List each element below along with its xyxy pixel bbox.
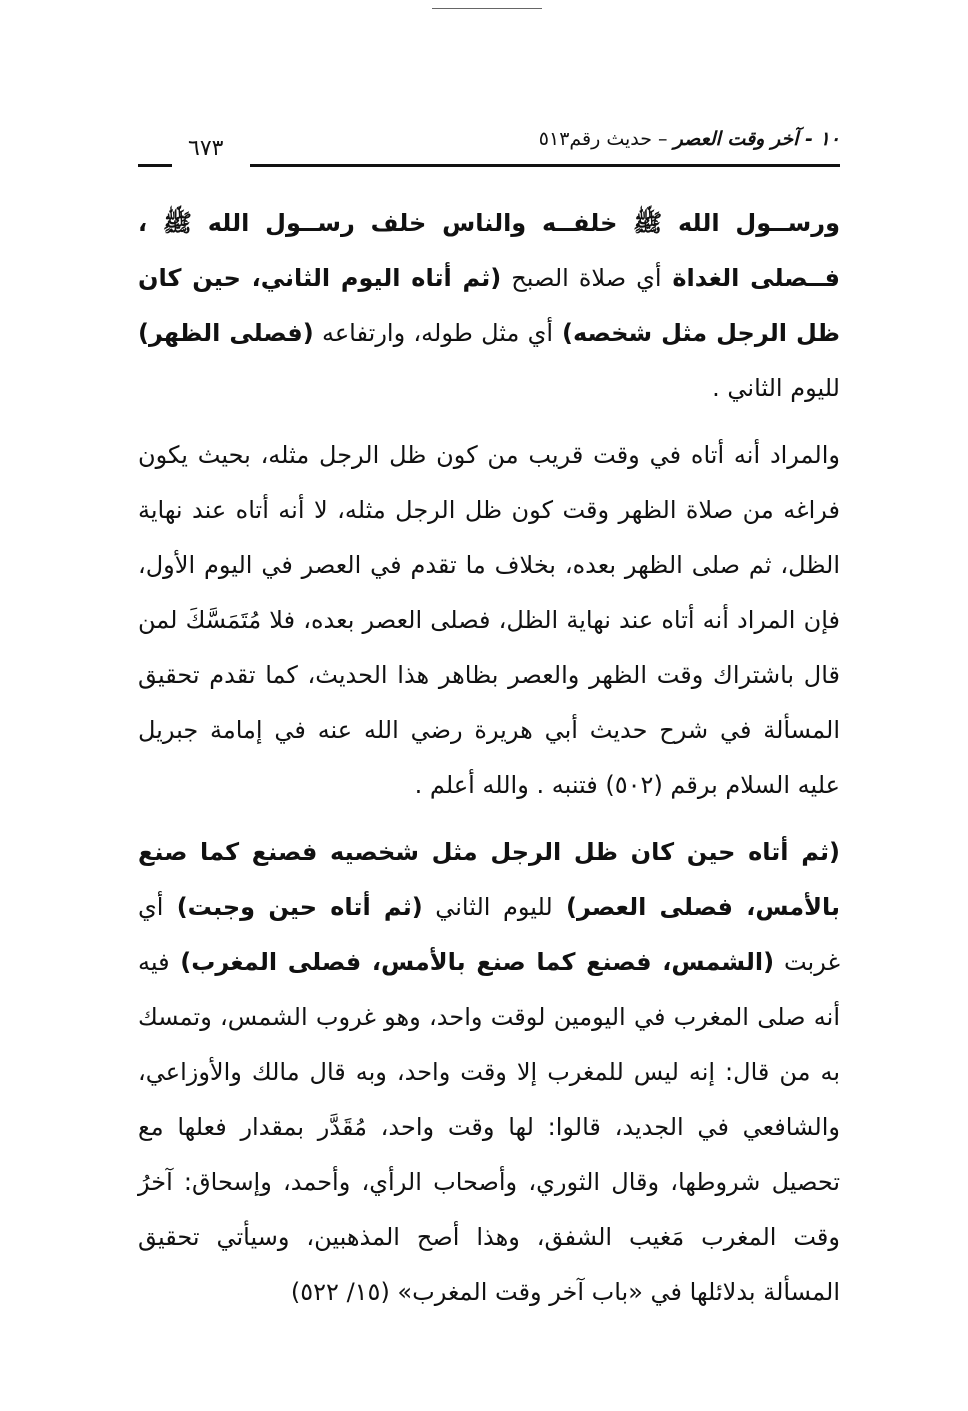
hadith-quote: (فصلى الظهر) (138, 319, 314, 347)
commentary-text: لليوم الثاني (422, 893, 553, 921)
commentary-text: أي مثل طوله، وارتفاعه (313, 319, 554, 347)
running-head (539, 128, 840, 150)
hadith-quote: (ثم أتاه اليوم الثاني، حين كان ظل الرجل مثل شخصه) (138, 264, 841, 347)
hadith-number: حديث رقم٥١٣ (538, 128, 653, 150)
commentary-text: أي غربت (138, 893, 841, 976)
section-title: ١٠ - آخر وقت العصر (673, 128, 840, 150)
body-text (138, 196, 840, 1320)
page-header (138, 128, 840, 168)
commentary-text: فيه أنه صلى المغرب في اليومين لوقت واحد، وهو غروب الشمس، وتمسك به من قال: إنه ليس للمغرب إلا وقت واحد، وبه قال مالك والأوزاعي، والشافعي في الجديد، قالوا: لها وقت واحد، مُقَدَّر بمقدار فعلها مع تحصيل شروطها، وقال الثوري، وأصحاب الرأي، وأحمد، وإسحاق: آخرُ وقت المغرب مَغيب الشفق، وهذا أصح المذهبين، وسيأتي تحقيق المسألة بدلائلها في «باب آخر وقت المغرب» (١٥/ ٥٢٢) (138, 948, 840, 1306)
hadith-quote: (ثم أتاه حين وجبت) (163, 893, 423, 921)
header-rule (250, 164, 840, 167)
paragraph (138, 428, 840, 813)
paragraph (138, 196, 840, 416)
page-number-underline (138, 164, 172, 167)
hadith-quote: (ثم أتاه حين كان ظل الرجل مثل شخصيه فصنع كما صنع بالأمس، فصلى العصر) (138, 838, 841, 921)
header-separator: – (652, 128, 668, 150)
hadith-quote: ورســول الله ﷺ خلفــه والناس خلف رســول الله ﷺ ، فــصلى الغداة (138, 209, 841, 292)
top-rule (432, 8, 542, 9)
hadith-quote: (الشمس، فصنع كما صنع بالأمس، فصلى المغرب) (169, 948, 775, 976)
commentary-text: أي صلاة الصبح (501, 264, 662, 292)
paragraph (138, 825, 840, 1320)
page-number: ٦٧٣ (188, 136, 224, 161)
commentary-text: والمراد أنه أتاه في وقت قريب من كون ظل الرجل مثله، بحيث يكون فراغه من صلاة الظهر وقت كون ظل الرجل مثله، لا أنه أتاه عند نهاية الظل، ثم صلى الظهر بعده، بخلاف ما تقدم في العصر في اليوم الأول، فإن المراد أنه أتاه عند نهاية الظل، فصلى العصر بعده، فلا مُتَمَسَّكَ لمن قال باشتراك وقت الظهر والعصر بظاهر هذا الحديث، كما تقدم تحقيق المسألة في شرح حديث أبي هريرة رضي الله عنه في إمامة جبريل عليه السلام برقم (٥٠٢) فتنبه . والله أعلم . (138, 441, 840, 799)
commentary-text: لليوم الثاني . (712, 374, 840, 402)
